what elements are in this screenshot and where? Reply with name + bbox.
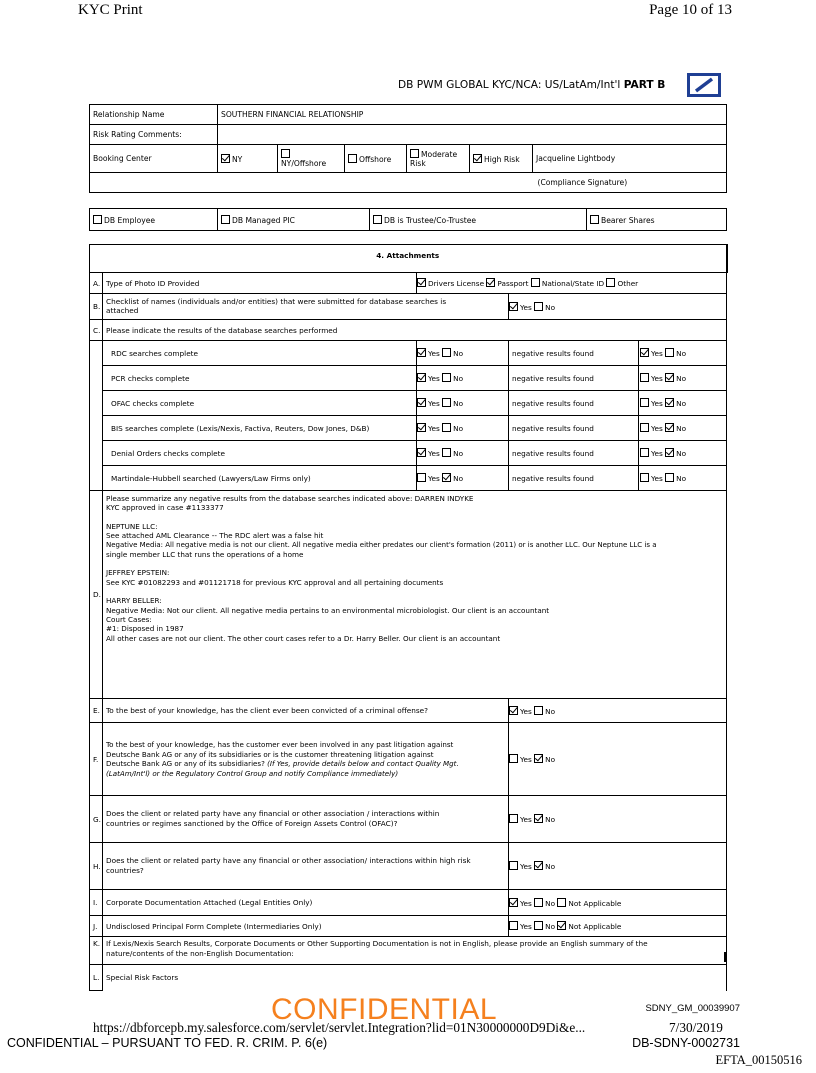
table-continuation-left <box>89 952 90 962</box>
litigation-question <box>103 723 509 796</box>
ofac-text-2: countries or regimes sanctioned by the Office of Foreign Assets Control (OFAC)? <box>106 819 398 828</box>
relationship-name-value: SOUTHERN FINANCIAL RELATIONSHIP <box>218 105 727 125</box>
no-label: No <box>676 374 687 383</box>
checkbox-checked-icon[interactable] <box>473 154 482 163</box>
moderate-risk[interactable] <box>407 145 470 173</box>
no-label: No <box>676 449 687 458</box>
booking-ny[interactable] <box>218 145 278 173</box>
relationship-name-label: Relationship Name <box>90 105 218 125</box>
no-label: No <box>453 424 464 433</box>
criminal-offense-options <box>509 699 727 723</box>
summary-line: single member LLC that runs the operations of a home <box>106 550 304 560</box>
checkbox-empty-icon[interactable] <box>442 348 451 357</box>
database-searches-label: Please indicate the results of the database searches performed <box>103 320 727 341</box>
negative-results-label: negative results found <box>509 416 639 441</box>
check-label: RDC searches complete <box>103 341 417 366</box>
summary-line: HARRY BELLER: <box>106 596 162 606</box>
summary-line: See attached AML Clearance -- The RDC alert was a false hit <box>106 531 324 541</box>
checklist-text: Checklist of names (individuals and/or entities) that were submitted for database searches is <box>106 296 447 306</box>
row-letter: C. <box>90 320 103 341</box>
attachments-table <box>89 244 728 991</box>
negative-options <box>639 366 727 391</box>
yes-label: Yes <box>520 898 532 908</box>
db-managed-pic-label: DB Managed PIC <box>232 215 295 225</box>
row-letter: K. <box>90 937 103 965</box>
checkbox-empty-icon[interactable] <box>348 154 357 163</box>
source-url: https://dbforcepb.my.salesforce.com/servlet/servlet.Integration?lid=01N30000000D9Di&e... <box>93 1020 586 1035</box>
checklist-options <box>509 294 727 320</box>
yes-label: Yes <box>428 449 440 458</box>
summary-line: Negative Media: All negative media is not our client. All negative media either predates our client's formation (2011) or is another LLC. Our Neptune LLC is a <box>106 540 657 549</box>
yes-label: Yes <box>651 374 663 383</box>
checkbox-empty-icon[interactable] <box>606 278 615 287</box>
undisclosed-principal-label: Undisclosed Principal Form Complete (Intermediaries Only) <box>103 916 509 937</box>
form-title <box>398 79 665 91</box>
db-managed-pic[interactable] <box>218 209 370 231</box>
checkbox-empty-icon[interactable] <box>509 814 518 823</box>
risk-label: Risk <box>410 158 426 168</box>
no-label: No <box>676 399 687 408</box>
checkbox-checked-icon[interactable] <box>417 373 426 382</box>
checkbox-empty-icon[interactable] <box>640 423 649 432</box>
checkbox-empty-icon[interactable] <box>417 473 426 482</box>
no-label: No <box>545 815 556 824</box>
check-label: PCR checks complete <box>103 366 417 391</box>
check-label: BIS searches complete (Lexis/Nexis, Factiva, Reuters, Dow Jones, D&B) <box>103 416 417 441</box>
db-trustee[interactable] <box>370 209 587 231</box>
summary-line: See KYC #01082293 and #01121718 for previous KYC approval and all pertaining documents <box>106 577 444 587</box>
no-label: No <box>453 399 464 408</box>
table-row <box>90 366 727 391</box>
checkbox-empty-icon[interactable] <box>442 423 451 432</box>
table-row <box>90 466 727 491</box>
litigation-note-1: (If Yes, provide details below and contact Quality Mgt. <box>267 759 459 768</box>
checkbox-checked-icon[interactable] <box>509 706 518 715</box>
risk-rating-comments-label: Risk Rating Comments: <box>90 125 218 145</box>
table-row <box>90 341 727 366</box>
booking-offshore-label: Offshore <box>359 154 392 164</box>
row-letter: D. <box>90 491 103 699</box>
litigation-options <box>509 723 727 796</box>
summary-line: All other cases are not our client. The other court cases refer to a Dr. Harry Beller. Our client is an accountant <box>106 633 501 643</box>
checkbox-checked-icon[interactable] <box>417 348 426 357</box>
booking-offshore[interactable] <box>345 145 407 173</box>
complete-options <box>417 441 509 466</box>
db-trustee-label: DB is Trustee/Co-Trustee <box>384 215 477 225</box>
section-title: 4. Attachments <box>90 245 727 273</box>
table-row <box>90 416 727 441</box>
checklist-label <box>103 294 509 320</box>
confidential-watermark: CONFIDENTIAL <box>271 993 498 1026</box>
db-employee[interactable] <box>90 209 218 231</box>
high-risk[interactable] <box>470 145 533 173</box>
photo-id-options <box>417 273 727 294</box>
summary-line: Negative Media: Not our client. All negative media pertains to an environmental microbiologist. Our client is an accountant <box>106 605 550 615</box>
checkbox-empty-icon[interactable] <box>665 348 674 357</box>
yes-label: Yes <box>428 399 440 408</box>
row-letter: H. <box>90 843 103 890</box>
yes-label: Yes <box>428 474 440 483</box>
db-employee-label: DB Employee <box>104 215 156 225</box>
print-header-title: KYC Print <box>78 2 143 18</box>
bearer-shares-label: Bearer Shares <box>601 215 655 225</box>
no-label: No <box>545 898 556 908</box>
negative-options <box>639 416 727 441</box>
check-label: Martindale-Hubbell searched (Lawyers/Law Firms only) <box>103 466 417 491</box>
no-label: No <box>453 449 464 458</box>
checkbox-empty-icon[interactable] <box>410 149 419 158</box>
row-letter: B. <box>90 294 103 320</box>
yes-label: Yes <box>651 349 663 358</box>
negative-options <box>639 466 727 491</box>
check-label: OFAC checks complete <box>103 391 417 416</box>
high-risk-label: High Risk <box>484 154 520 164</box>
complete-options <box>417 416 509 441</box>
checkbox-checked-icon[interactable] <box>417 398 426 407</box>
checkbox-checked-icon[interactable] <box>486 278 495 287</box>
no-label: No <box>453 374 464 383</box>
risk-rating-comments-value <box>218 125 727 145</box>
other-id-label: Other <box>617 279 639 288</box>
checkbox-checked-icon[interactable] <box>534 861 543 870</box>
checkbox-empty-icon[interactable] <box>640 448 649 457</box>
high-risk-text-2: countries? <box>106 866 144 875</box>
sdny-bates-number: SDNY_GM_00039907 <box>645 1003 740 1014</box>
checkbox-empty-icon[interactable] <box>534 921 543 930</box>
negative-options <box>639 341 727 366</box>
ofac-question <box>103 796 509 843</box>
checkbox-checked-icon[interactable] <box>640 348 649 357</box>
yes-label: Yes <box>651 399 663 408</box>
summary-line: NEPTUNE LLC: <box>106 521 158 531</box>
checkbox-checked-icon[interactable] <box>557 921 566 930</box>
litigation-text-2: Deutsche Bank AG or any of its subsidiaries or is the customer threatening litigation against <box>106 749 434 759</box>
checkbox-empty-icon[interactable] <box>442 448 451 457</box>
form-title-text: DB PWM GLOBAL KYC/NCA: US/LatAm/Int'l <box>398 79 624 91</box>
checkbox-checked-icon[interactable] <box>665 373 674 382</box>
row-letter: G. <box>90 796 103 843</box>
no-label: No <box>545 302 556 312</box>
no-label: No <box>676 424 687 433</box>
checkbox-empty-icon[interactable] <box>557 898 566 907</box>
checklist-text-2: attached <box>106 305 139 315</box>
summary-line: Court Cases: <box>106 615 152 625</box>
table-row <box>90 391 727 416</box>
yes-label: Yes <box>520 815 532 824</box>
yes-label: Yes <box>428 374 440 383</box>
summary-line <box>106 587 723 596</box>
no-label: No <box>453 474 464 483</box>
page-number: Page 10 of 13 <box>649 2 732 18</box>
checkbox-empty-icon[interactable] <box>534 706 543 715</box>
summary-line: JEFFREY EPSTEIN: <box>106 568 170 578</box>
summary-line <box>106 559 723 568</box>
no-label: No <box>676 474 687 483</box>
checkbox-empty-icon[interactable] <box>442 398 451 407</box>
row-letter: I. <box>90 890 103 916</box>
relationship-flags-table <box>89 208 727 231</box>
yes-label: Yes <box>651 474 663 483</box>
checkbox-empty-icon[interactable] <box>590 215 599 224</box>
checkbox-empty-icon[interactable] <box>442 373 451 382</box>
efta-bates-number: EFTA_00150516 <box>715 1053 802 1067</box>
booking-ny-label: NY <box>232 154 243 164</box>
checkbox-empty-icon[interactable] <box>509 861 518 870</box>
yes-label: Yes <box>520 302 532 312</box>
yes-label: Yes <box>520 755 532 764</box>
row-letter: F. <box>90 723 103 796</box>
checkbox-checked-icon[interactable] <box>665 448 674 457</box>
no-label: No <box>545 755 556 764</box>
english-summary-text-2: nature/contents of the non-English Documentation: <box>106 949 294 958</box>
undisclosed-principal-options <box>509 916 727 937</box>
summary-line <box>106 513 723 522</box>
national-id-label: National/State ID <box>541 279 605 288</box>
no-label: No <box>545 862 556 871</box>
checkbox-checked-icon[interactable] <box>665 423 674 432</box>
checkbox-empty-icon[interactable] <box>509 921 518 930</box>
negative-results-label: negative results found <box>509 391 639 416</box>
booking-center-label: Booking Center <box>90 145 218 173</box>
yes-label: Yes <box>428 424 440 433</box>
ofac-options <box>509 796 727 843</box>
checkbox-empty-icon[interactable] <box>281 149 290 158</box>
deutsche-bank-logo <box>687 73 721 97</box>
complete-options <box>417 391 509 416</box>
no-label: No <box>545 706 556 716</box>
no-label: No <box>676 349 687 358</box>
moderate-label: Moderate <box>421 150 458 160</box>
summary-line: KYC approved in case #1133377 <box>106 503 224 513</box>
checkbox-empty-icon[interactable] <box>509 754 518 763</box>
yes-label: Yes <box>520 922 532 931</box>
checkbox-checked-icon[interactable] <box>417 448 426 457</box>
checkbox-empty-icon[interactable] <box>531 278 540 287</box>
yes-label: Yes <box>428 349 440 358</box>
checkbox-checked-icon[interactable] <box>442 473 451 482</box>
row-letter: A. <box>90 273 103 294</box>
checkbox-empty-icon[interactable] <box>221 215 230 224</box>
negative-results-label: negative results found <box>509 366 639 391</box>
booking-ny-offshore-label: NY/Offshore <box>281 158 327 168</box>
ofac-text-1: Does the client or related party have any financial or other association / interactions within <box>106 809 440 818</box>
checkbox-empty-icon[interactable] <box>665 473 674 482</box>
checkbox-checked-icon[interactable] <box>534 754 543 763</box>
compliance-signer: Jacqueline Lightbody <box>533 145 727 173</box>
no-label: No <box>545 922 556 931</box>
high-risk-text-1: Does the client or related party have any financial or other association/ interactions within high risk <box>106 856 471 865</box>
litigation-text-1: To the best of your knowledge, has the customer ever been involved in any past litigation against <box>106 740 454 749</box>
row-letter: J. <box>90 916 103 937</box>
no-label: No <box>453 349 464 358</box>
checkbox-checked-icon[interactable] <box>417 278 426 287</box>
high-risk-question <box>103 843 509 890</box>
complete-options <box>417 366 509 391</box>
checkbox-empty-icon[interactable] <box>534 898 543 907</box>
checkbox-empty-icon[interactable] <box>534 302 543 311</box>
bearer-shares[interactable] <box>587 209 727 231</box>
checkbox-checked-icon[interactable] <box>417 423 426 432</box>
compliance-signature-label: (Compliance Signature) <box>533 173 727 193</box>
row-letter: E. <box>90 699 103 723</box>
negative-results-label: negative results found <box>509 441 639 466</box>
checkbox-checked-icon[interactable] <box>221 154 230 163</box>
table-row <box>90 441 727 466</box>
checkbox-empty-icon[interactable] <box>93 215 102 224</box>
summary-line: Please summarize any negative results from the database searches indicated above: DARREN INDYKE <box>106 494 474 503</box>
checkbox-checked-icon[interactable] <box>534 814 543 823</box>
checkbox-empty-icon[interactable] <box>640 373 649 382</box>
complete-options <box>417 466 509 491</box>
summary-line: #1: Disposed in 1987 <box>106 624 184 634</box>
check-label: Denial Orders checks complete <box>103 441 417 466</box>
photo-id-label: Type of Photo ID Provided <box>103 273 417 294</box>
complete-options <box>417 341 509 366</box>
negative-results-summary <box>103 491 727 699</box>
special-risk-factors-label: Special Risk Factors <box>103 965 727 991</box>
table-continuation-right <box>724 952 726 962</box>
corporate-docs-label: Corporate Documentation Attached (Legal Entities Only) <box>103 890 509 916</box>
checkbox-checked-icon[interactable] <box>509 302 518 311</box>
checkbox-empty-icon[interactable] <box>640 473 649 482</box>
negative-options <box>639 391 727 416</box>
print-date: 7/30/2019 <box>669 1020 723 1035</box>
grand-jury-legend: CONFIDENTIAL – PURSUANT TO FED. R. CRIM. P. 6(e) <box>7 1036 328 1050</box>
signature-spacer <box>90 173 533 193</box>
negative-results-label: negative results found <box>509 466 639 491</box>
relationship-info-table <box>89 104 727 193</box>
not-applicable-label: Not Applicable <box>568 898 622 908</box>
yes-label: Yes <box>651 424 663 433</box>
english-summary-label <box>103 937 727 965</box>
english-summary-text-1: If Lexis/Nexis Search Results, Corporate Documents or Other Supporting Documentation is not in English, please provide an English summary of the <box>106 939 648 948</box>
litigation-text-3: Deutsche Bank AG or any of its subsidiaries? <box>106 759 268 768</box>
high-risk-options <box>509 843 727 890</box>
checkbox-empty-icon[interactable] <box>640 398 649 407</box>
db-sdny-bates-number: DB-SDNY-0002731 <box>632 1036 740 1050</box>
yes-label: Yes <box>520 706 532 716</box>
checkbox-checked-icon[interactable] <box>665 398 674 407</box>
yes-label: Yes <box>520 862 532 871</box>
drivers-license-label: Drivers License <box>428 279 485 288</box>
checkbox-checked-icon[interactable] <box>509 898 518 907</box>
negative-results-label: negative results found <box>509 341 639 366</box>
booking-ny-offshore[interactable] <box>278 145 345 173</box>
litigation-note-2: (LatAm/Int'l) or the Regulatory Control Group and notify Compliance immediately) <box>106 768 399 778</box>
negative-options <box>639 441 727 466</box>
form-title-part: PART B <box>623 79 666 91</box>
row-letter: L. <box>90 965 103 991</box>
passport-label: Passport <box>497 279 529 288</box>
corporate-docs-options <box>509 890 727 916</box>
not-applicable-label: Not Applicable <box>568 922 622 931</box>
yes-label: Yes <box>651 449 663 458</box>
checkbox-empty-icon[interactable] <box>373 215 382 224</box>
criminal-offense-label: To the best of your knowledge, has the client ever been convicted of a criminal offense? <box>103 699 509 723</box>
